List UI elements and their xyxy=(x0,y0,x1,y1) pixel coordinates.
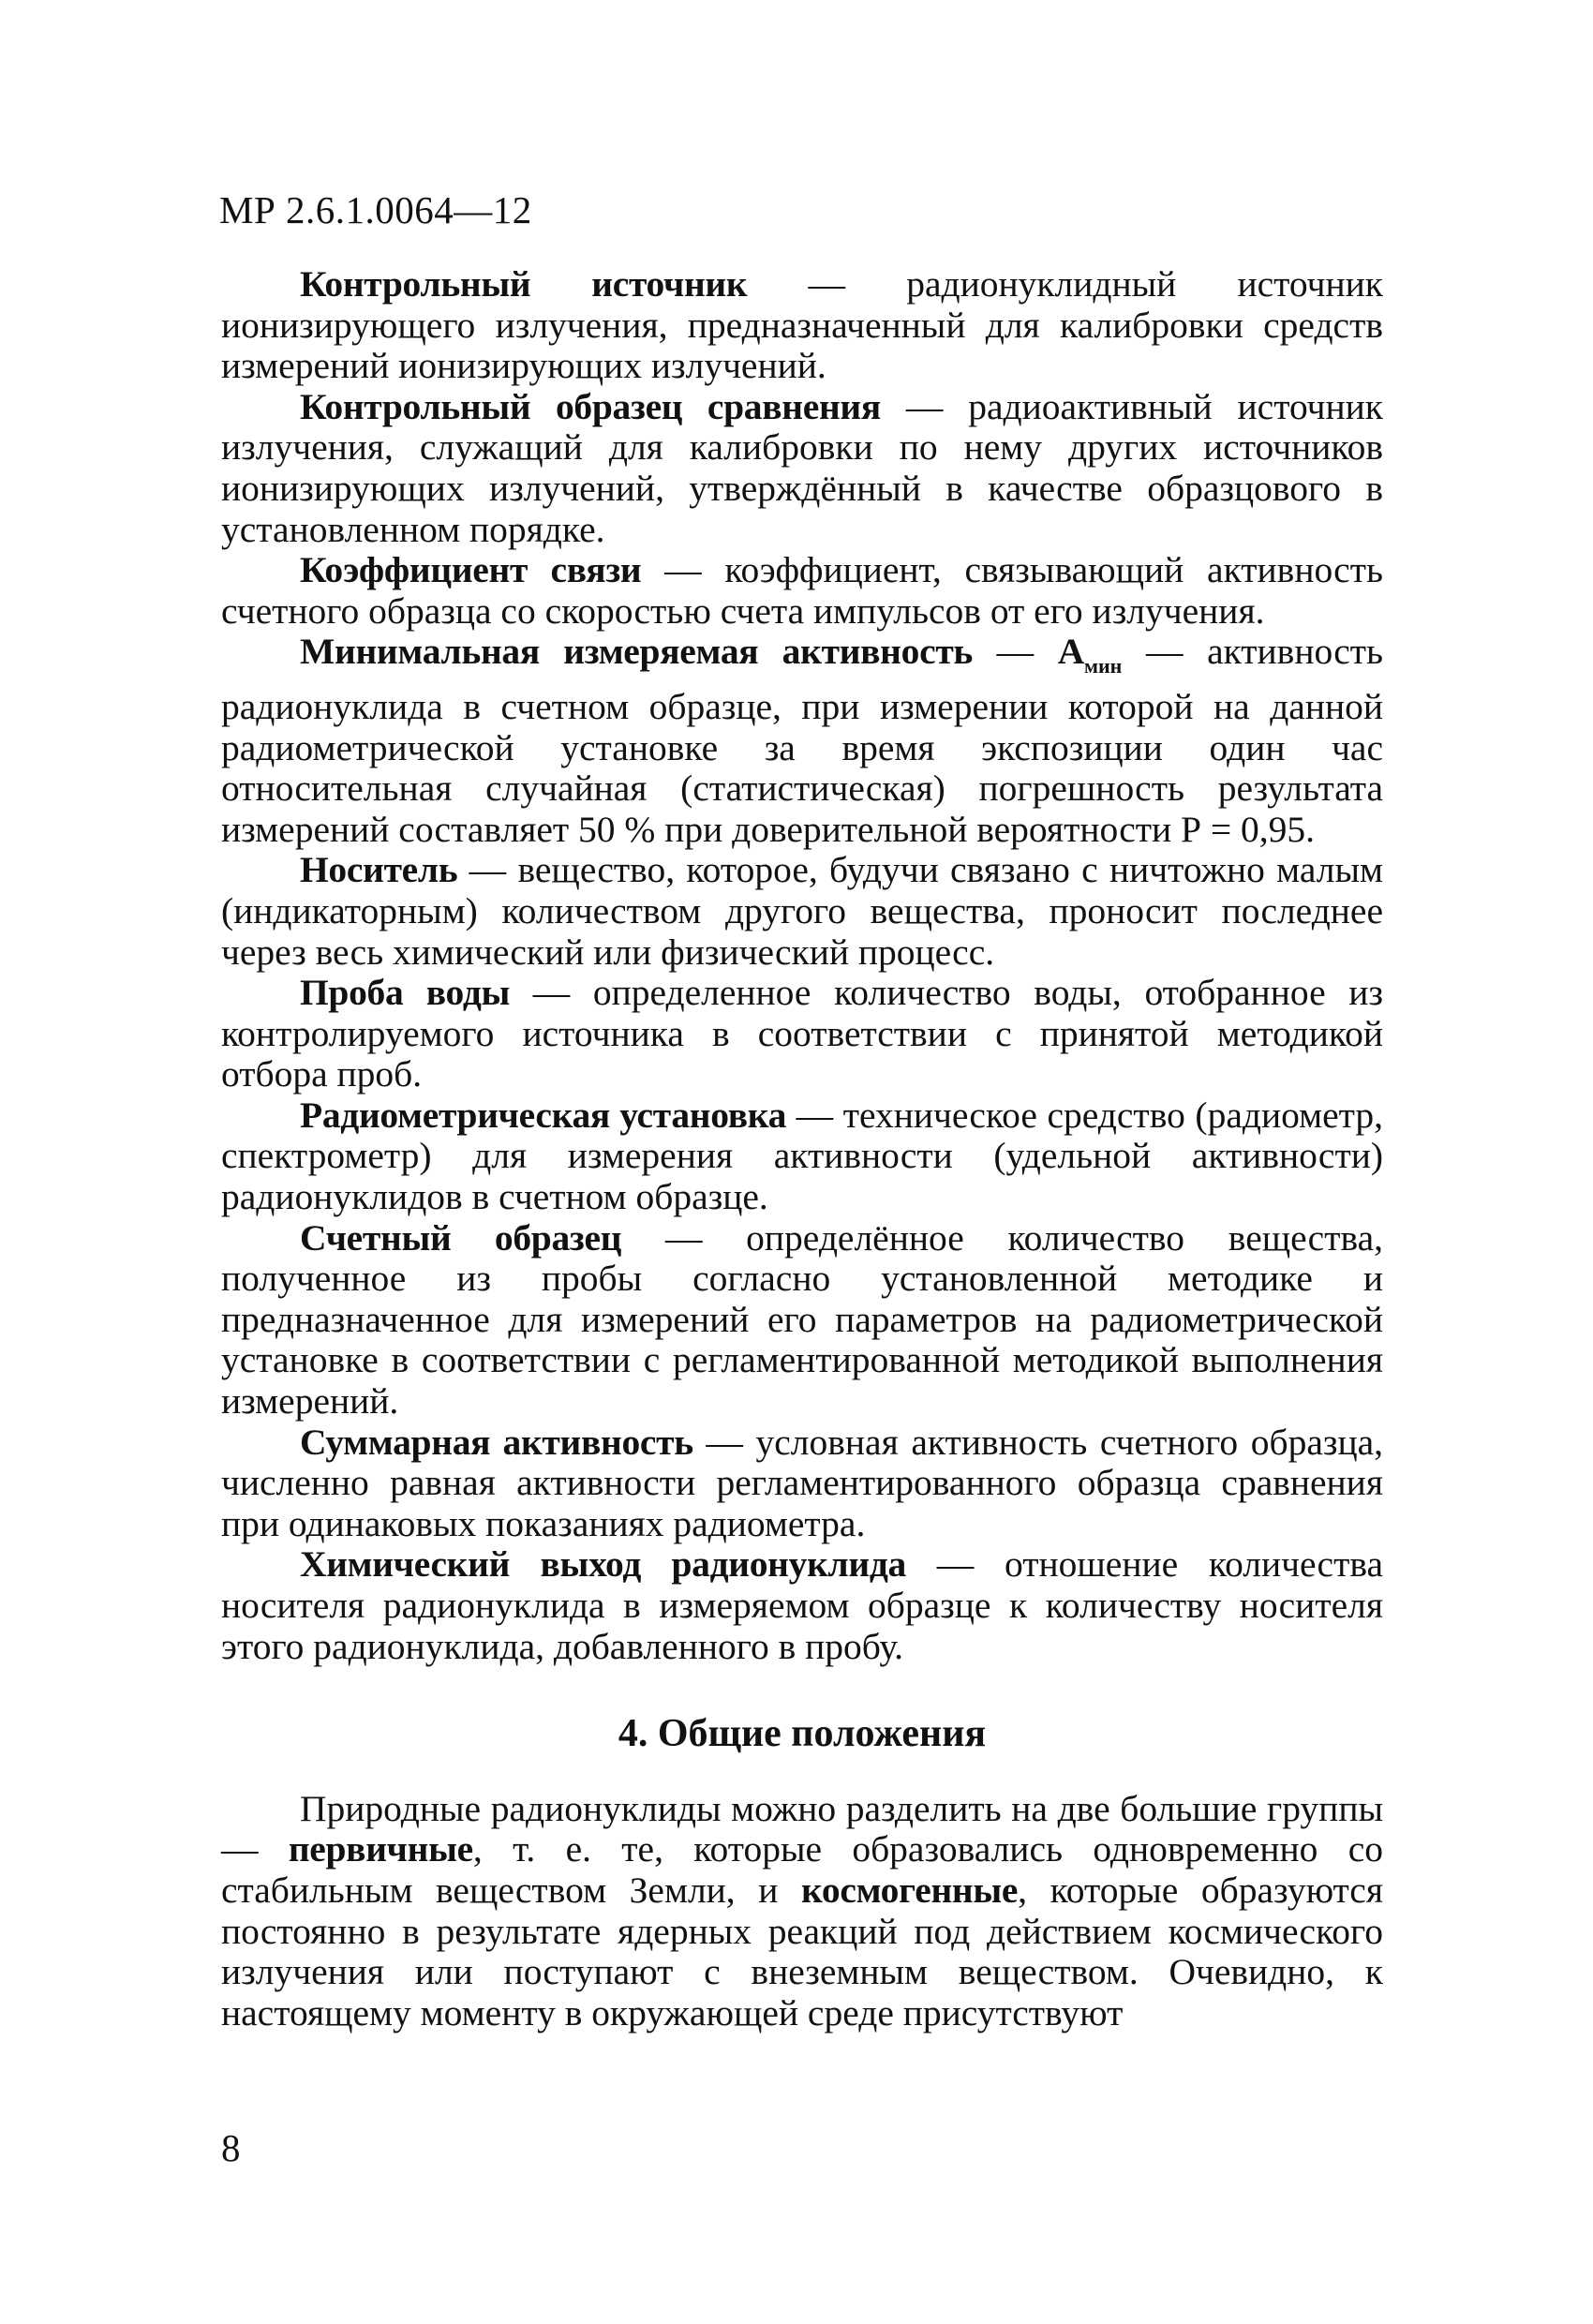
definition-text: — определенное количество воды, отобранное из контролируемого источника в соответствии с принятой методикой отбора проб. xyxy=(221,972,1383,1095)
definition-term: Счетный образец xyxy=(300,1216,622,1259)
definition-paragraph xyxy=(221,264,1383,387)
definition-text: — отношение количества носителя радионуклида в измеряемом образце к количеству носителя этого радионуклида, добавленного в пробу. xyxy=(221,1543,1383,1667)
body-text: , т. е. те, которые образовались одновременно со стабильным веществом Земли, и xyxy=(221,1828,1384,1911)
definition-text: — радионуклидный источник ионизирующего излучения, предназначенный для калибровки средств измерений ионизирующих излучений. xyxy=(221,263,1383,387)
page-number: 8 xyxy=(221,2126,241,2169)
definition-paragraph xyxy=(221,1544,1383,1667)
definition-paragraph xyxy=(221,632,1383,850)
definition-term: Коэффициент связи xyxy=(300,549,642,591)
definition-text: — условная активность счетного образца, численно равная активности регламентированного образца сравнения при одинаковых показаниях радиометра. xyxy=(221,1421,1384,1544)
definition-term: Контрольный источник xyxy=(300,263,748,305)
definition-paragraph xyxy=(221,1423,1383,1545)
body-emphasis: первичные xyxy=(288,1828,473,1870)
definition-text: — техническое средство (радиометр, спектрометр) для измерения активности (удельной активности) радионуклидов в счетном образце. xyxy=(221,1094,1383,1218)
activity-subscript: мин xyxy=(1084,654,1123,678)
definition-term: Минимальная измеряемая активность xyxy=(300,631,974,673)
document-header: МР 2.6.1.0064—12 xyxy=(219,188,532,231)
activity-symbol: А xyxy=(1057,631,1084,673)
definition-text: — коэффициент, связывающий активность счетного образца со скоростью счета импульсов от его излучения. xyxy=(221,549,1383,632)
definition-term: Суммарная активность xyxy=(300,1421,693,1463)
body-emphasis: космогенные xyxy=(800,1869,1019,1911)
definition-term: Радиометрическая установка xyxy=(300,1094,787,1136)
definition-dash: — xyxy=(973,631,1058,673)
definition-text: — вещество, которое, будучи связано с ничтожно малым (индикаторным) количеством другого вещества, проносит последнее через весь химический или физический процесс. xyxy=(221,849,1383,973)
definition-paragraph xyxy=(221,550,1383,632)
definition-paragraph xyxy=(221,1095,1383,1218)
body-text: , которые образуются постоянно в результате ядерных реакций под действием космического излучения или поступают с внеземным веществом. Очевидно, к настоящему моменту в окружающей среде присутствуют xyxy=(221,1869,1383,2034)
section-title: 4. Общие положения xyxy=(618,1712,987,1756)
page-content xyxy=(221,264,1383,2034)
body-paragraph xyxy=(221,1789,1383,2034)
definition-paragraph xyxy=(221,1218,1383,1423)
definition-paragraph xyxy=(221,850,1383,973)
definition-term: Контрольный образец сравнения xyxy=(300,385,881,427)
definition-text: — активность радионуклида в счетном образце, при измерении которой на данной радиометрической установке за время экспозиции один час относительная случайная (статистическая) погрешность результата измерений составляет 50 % при доверительной вероятности Р = 0,95. xyxy=(221,631,1384,850)
definition-term: Носитель xyxy=(300,849,458,891)
definition-paragraph xyxy=(221,973,1383,1095)
definition-text: — радиоактивный источник излучения, служащий для калибровки по нему других источников ионизирующих излучений, утверждённый в качестве образцового в установленном порядке. xyxy=(221,385,1384,550)
definition-term: Химический выход радионуклида xyxy=(300,1543,906,1586)
body-text: Природные радионуклиды можно разделить на две большие группы — xyxy=(221,1787,1383,1870)
definition-paragraph xyxy=(221,387,1383,550)
definition-text: — определённое количество вещества, полученное из пробы согласно установленной методике и предназначенное для измерений его параметров на радиометрической установке в соответствии с регламентированной методикой выполнения измерений. xyxy=(221,1216,1383,1423)
definition-term: Проба воды xyxy=(300,972,511,1014)
